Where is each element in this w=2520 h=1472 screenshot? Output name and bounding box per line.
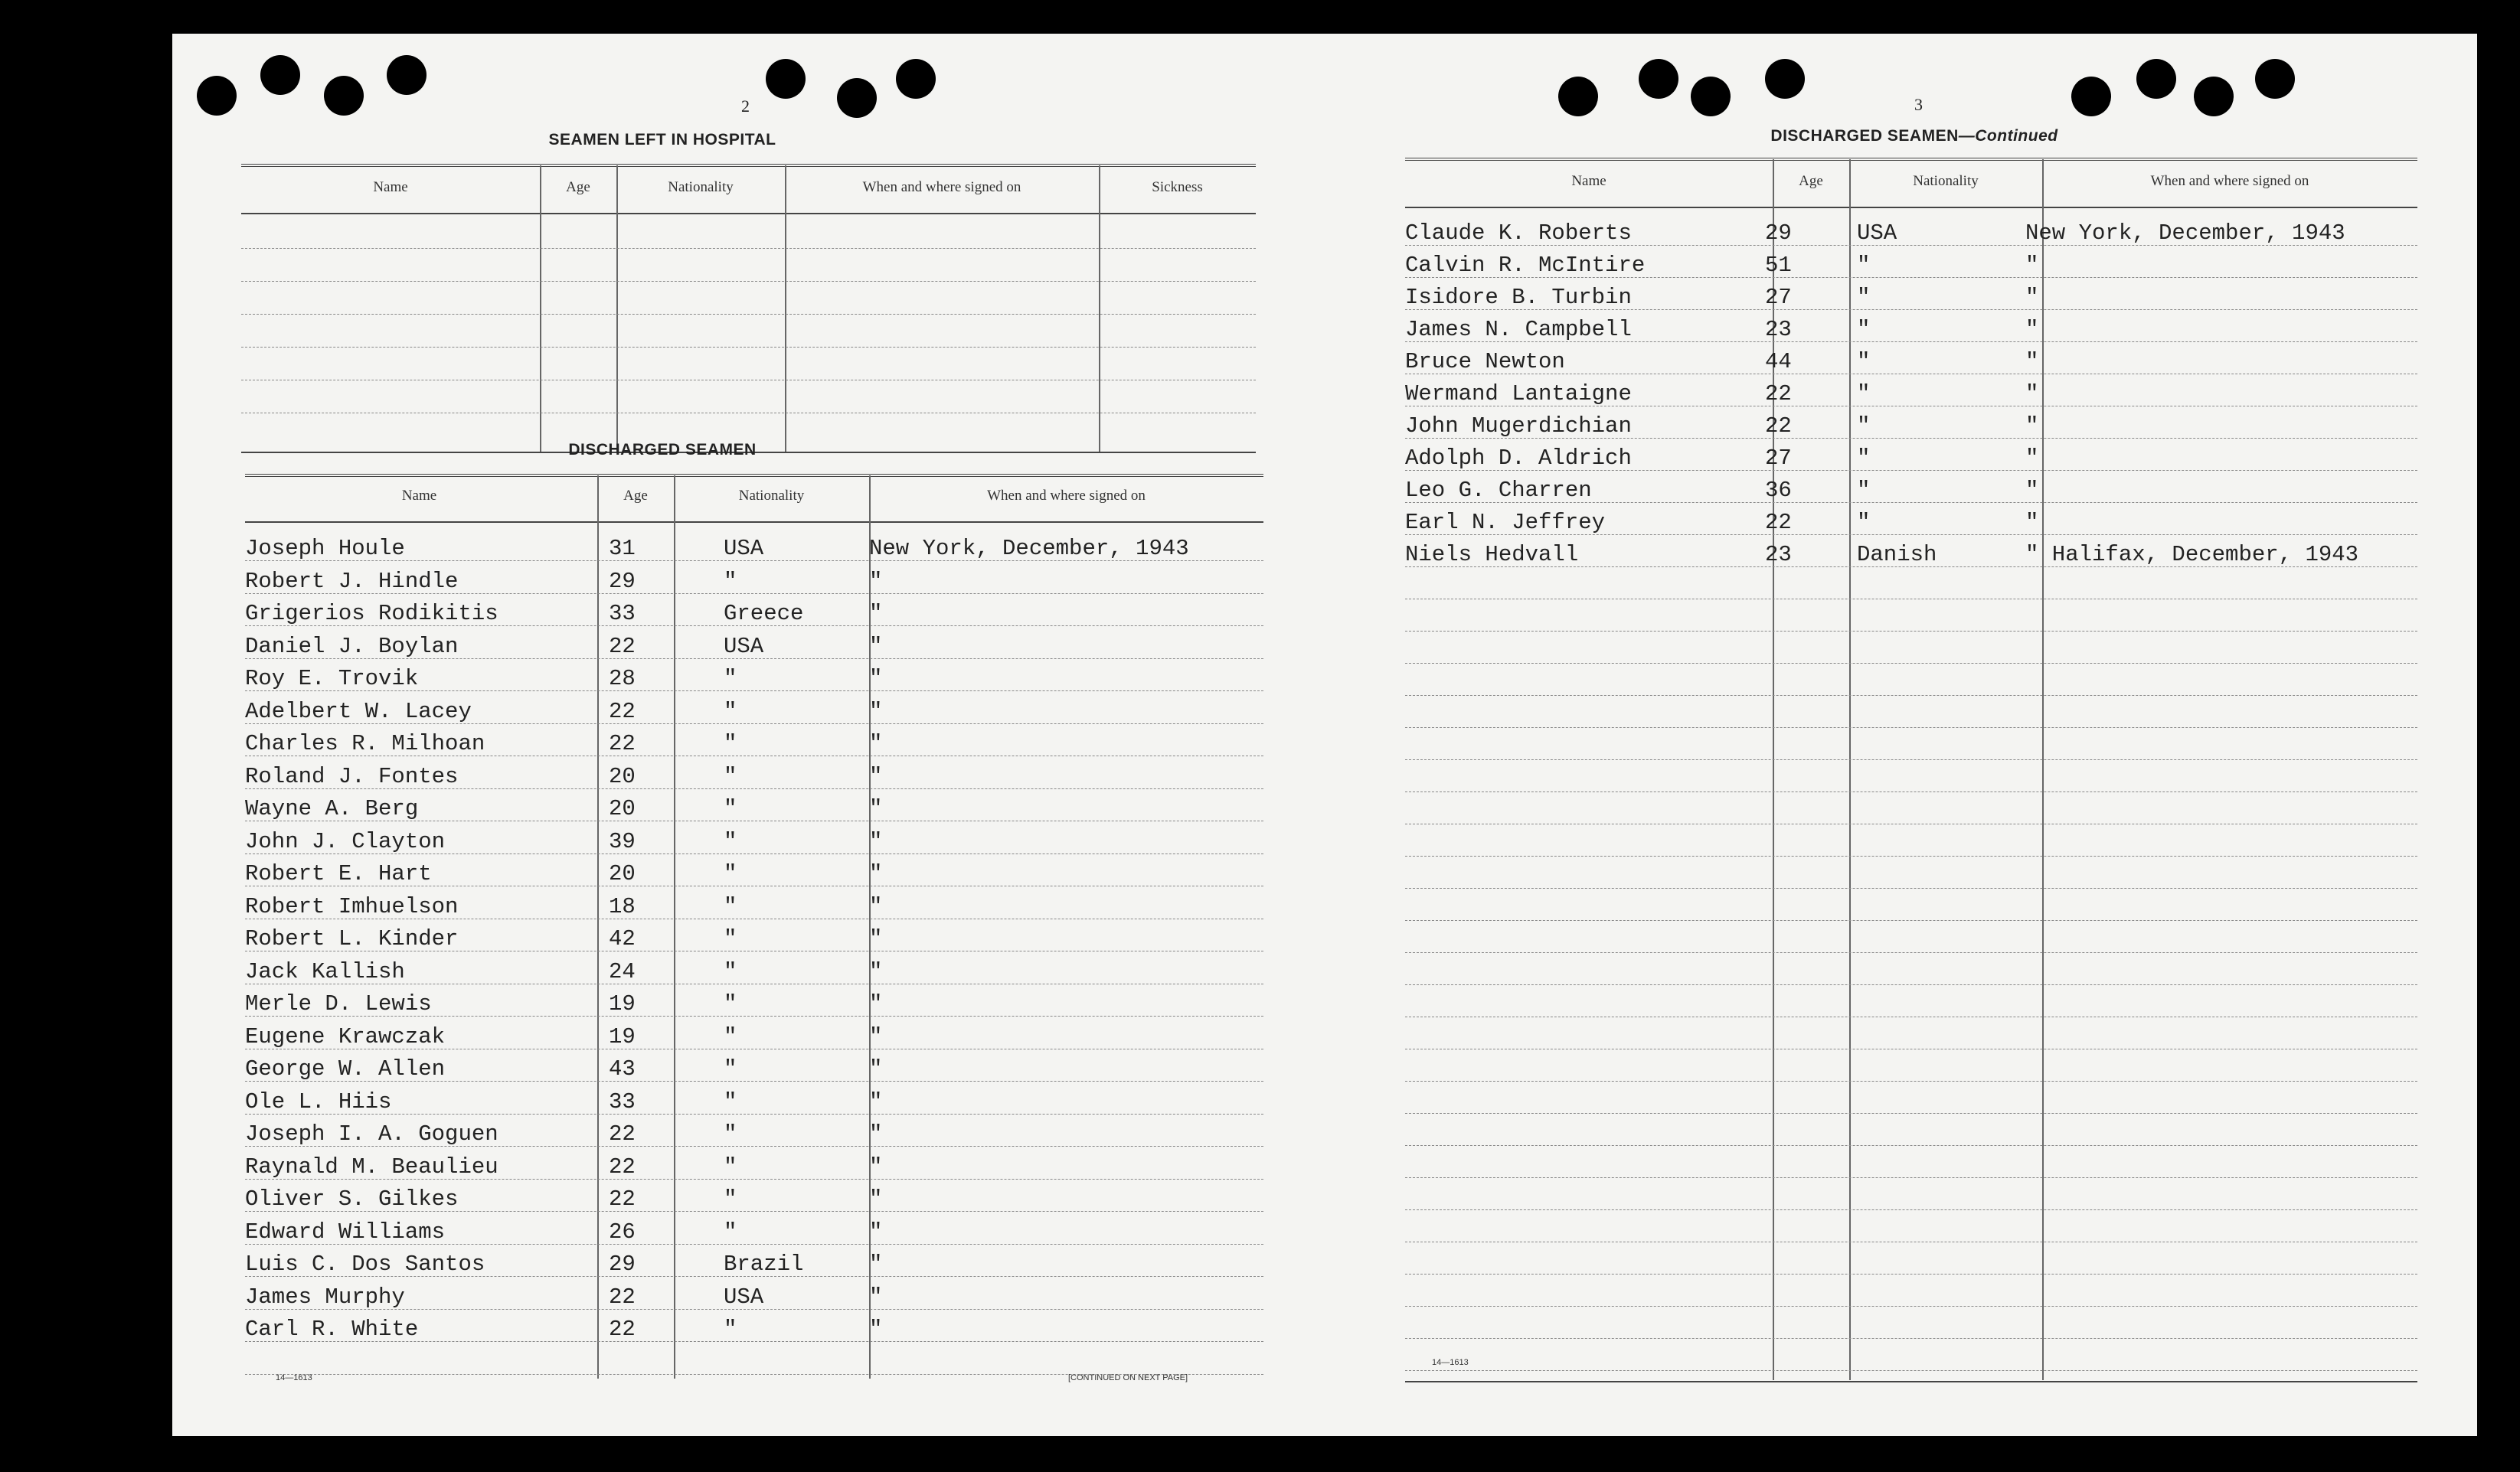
row-age: 19: [609, 991, 636, 1017]
title-text: DISCHARGED SEAMEN: [1770, 127, 1959, 145]
row-age: 23: [1765, 317, 1792, 342]
punch-hole: [260, 55, 300, 95]
row-nationality: ": [724, 1056, 737, 1082]
column-header: Nationality: [738, 488, 805, 504]
row-age: 22: [609, 1154, 636, 1180]
row-nationality: ": [724, 731, 737, 756]
row-name: Calvin R. McIntire: [1405, 253, 1646, 278]
row-signed-on: ": [869, 1219, 883, 1245]
row-nationality: ": [724, 1219, 737, 1245]
row-age: 22: [609, 1121, 636, 1147]
punch-hole: [2255, 59, 2295, 99]
row-nationality: ": [724, 1023, 737, 1049]
row-signed-on: ": [869, 893, 883, 919]
punch-hole: [2071, 77, 2111, 116]
row-signed-on: ": [869, 1317, 883, 1342]
table-row-line: [1405, 1338, 2417, 1339]
row-name: Roy E. Trovik: [245, 666, 419, 691]
row-signed-on: ": [869, 958, 883, 984]
table-row-line: [1405, 1113, 2417, 1114]
row-nationality: ": [724, 861, 737, 886]
row-nationality: ": [1857, 478, 1871, 503]
row-signed-on: ": [869, 698, 883, 724]
row-nationality: ": [1857, 253, 1871, 278]
row-age: 19: [609, 1023, 636, 1049]
row-name: Merle D. Lewis: [245, 991, 432, 1017]
row-signed-on: ": [2025, 478, 2039, 503]
punch-hole: [1691, 77, 1731, 116]
table-row-line: [245, 690, 1263, 691]
row-name: Isidore B. Turbin: [1405, 285, 1632, 310]
row-signed-on: New York, December, 1943: [869, 536, 1189, 561]
form-number: 14—1613: [1432, 1358, 1469, 1367]
table-row-line: [1405, 470, 2417, 471]
row-nationality: USA: [724, 633, 764, 659]
row-name: John J. Clayton: [245, 828, 446, 854]
row-signed-on: ": [869, 1023, 883, 1049]
table-row-line: [1405, 1145, 2417, 1146]
table-row-line: [1405, 502, 2417, 503]
row-signed-on: ": [2025, 285, 2039, 310]
row-nationality: Greece: [724, 601, 804, 626]
table-row-line: [245, 1211, 1263, 1212]
column-header: Name: [401, 488, 437, 504]
row-name: Niels Hedvall: [1405, 542, 1579, 567]
continued-note: [CONTINUED ON NEXT PAGE]: [1068, 1373, 1188, 1382]
row-age: 20: [609, 763, 636, 789]
row-age: 23: [1765, 542, 1792, 567]
table-row-line: [1405, 952, 2417, 953]
table-row-line: [1405, 245, 2417, 246]
table-row-line: [245, 658, 1263, 659]
row-signed-on: ": [2025, 317, 2039, 342]
row-age: 29: [609, 1252, 636, 1277]
row-signed-on: ": [869, 1284, 883, 1310]
table-row-line: [1405, 309, 2417, 310]
row-name: Wermand Lantaigne: [1405, 381, 1632, 406]
row-signed-on: ": [869, 601, 883, 626]
row-signed-on: ": [869, 568, 883, 594]
row-nationality: Danish: [1857, 542, 1937, 567]
punch-hole: [1765, 59, 1805, 99]
row-nationality: ": [1857, 349, 1871, 374]
table-row-line: [1405, 695, 2417, 696]
row-name: Ole L. Hiis: [245, 1088, 392, 1115]
row-signed-on: ": [2025, 510, 2039, 535]
document-sheet: [172, 34, 2477, 1436]
row-nationality: ": [724, 828, 737, 854]
row-age: 43: [609, 1056, 636, 1082]
table-row-line: [245, 723, 1263, 724]
row-name: Joseph I. A. Goguen: [245, 1121, 498, 1147]
row-name: Oliver S. Gilkes: [245, 1186, 459, 1212]
row-signed-on: ": [869, 666, 883, 691]
table-row-line: [1405, 631, 2417, 632]
row-signed-on: ": [869, 1056, 883, 1082]
punch-hole: [2194, 77, 2234, 116]
form-number: 14—1613: [276, 1373, 312, 1382]
row-age: 31: [609, 536, 636, 561]
row-name: Luis C. Dos Santos: [245, 1252, 485, 1277]
table-row-line: [1405, 1274, 2417, 1275]
row-signed-on: ": [2025, 349, 2039, 374]
row-name: James N. Campbell: [1405, 317, 1632, 342]
row-age: 20: [609, 796, 636, 821]
row-age: 39: [609, 828, 636, 854]
punch-hole: [1639, 59, 1678, 99]
row-signed-on: ": [869, 1088, 883, 1115]
row-name: Robert Imhuelson: [245, 893, 459, 919]
row-age: 18: [609, 893, 636, 919]
row-age: 26: [609, 1219, 636, 1245]
punch-hole: [837, 78, 877, 118]
row-age: 22: [609, 698, 636, 724]
row-name: Robert L. Kinder: [245, 926, 459, 951]
table-row-line: [245, 625, 1263, 626]
table-row-line: [1405, 1209, 2417, 1210]
row-name: James Murphy: [245, 1284, 405, 1310]
table-row-line: [1405, 856, 2417, 857]
table-row-line: [1405, 1370, 2417, 1371]
row-name: Earl N. Jeffrey: [1405, 510, 1606, 535]
row-age: 22: [609, 1317, 636, 1342]
row-age: 29: [1765, 220, 1792, 246]
row-signed-on: ": [2025, 446, 2039, 471]
row-nationality: ": [724, 893, 737, 919]
table-row-line: [1405, 663, 2417, 664]
row-name: Claude K. Roberts: [1405, 220, 1632, 246]
table-row-line: [245, 1341, 1263, 1342]
table-row-line: [245, 1179, 1263, 1180]
row-age: 33: [609, 1088, 636, 1115]
row-age: 29: [609, 568, 636, 594]
column-header: Name: [373, 179, 408, 195]
row-nationality: ": [724, 1186, 737, 1212]
row-name: Grigerios Rodikitis: [245, 601, 498, 626]
column-header: Age: [623, 488, 648, 504]
row-nationality: ": [724, 666, 737, 691]
row-signed-on: New York, December, 1943: [2025, 220, 2345, 246]
table-row-line: [1405, 341, 2417, 342]
row-age: 22: [1765, 381, 1792, 406]
row-nationality: ": [724, 1121, 737, 1147]
row-name: George W. Allen: [245, 1056, 446, 1082]
hospital-table-title: SEAMEN LEFT IN HOSPITAL: [548, 131, 776, 149]
table-row-line: [245, 1276, 1263, 1277]
row-nationality: ": [724, 958, 737, 984]
table-row-line: [1405, 984, 2417, 985]
column-header: Name: [1571, 173, 1606, 189]
column-header: Age: [1799, 173, 1823, 189]
column-header: When and where signed on: [2150, 173, 2309, 189]
row-signed-on: ": [869, 926, 883, 951]
punch-hole: [324, 76, 364, 116]
row-nationality: ": [1857, 510, 1871, 535]
row-name: Adolph D. Aldrich: [1405, 446, 1632, 471]
table-row-line: [1405, 791, 2417, 792]
row-name: Bruce Newton: [1405, 349, 1565, 374]
table-row-line: [1405, 1177, 2417, 1178]
row-nationality: ": [724, 991, 737, 1017]
row-age: 22: [1765, 413, 1792, 439]
row-name: Daniel J. Boylan: [245, 633, 459, 659]
column-header: Age: [566, 179, 590, 195]
row-name: Wayne A. Berg: [245, 796, 419, 821]
table-row-line: [1405, 1081, 2417, 1082]
table-row-line: [1405, 438, 2417, 439]
row-name: Joseph Houle: [245, 536, 405, 561]
row-nationality: ": [724, 763, 737, 789]
row-signed-on: ": [869, 796, 883, 821]
row-nationality: USA: [724, 536, 764, 561]
row-age: 24: [609, 958, 636, 984]
row-age: 20: [609, 861, 636, 886]
row-age: 33: [609, 601, 636, 626]
row-name: Jack Kallish: [245, 958, 405, 984]
table-row-line: [1405, 277, 2417, 278]
table-row-line: [1405, 888, 2417, 889]
row-nationality: ": [1857, 381, 1871, 406]
row-signed-on: ": [869, 731, 883, 756]
row-name: Leo G. Charren: [1405, 478, 1592, 503]
row-signed-on: ": [869, 1186, 883, 1212]
row-age: 22: [609, 1186, 636, 1212]
row-age: 22: [609, 1284, 636, 1310]
punch-hole: [766, 59, 806, 99]
row-name: Adelbert W. Lacey: [245, 698, 472, 724]
punch-hole: [896, 59, 936, 99]
row-age: 27: [1765, 285, 1792, 310]
row-signed-on: ": [2025, 253, 2039, 278]
row-age: 22: [1765, 510, 1792, 535]
row-nationality: ": [724, 1317, 737, 1342]
row-name: Charles R. Milhoan: [245, 731, 485, 756]
row-nationality: ": [724, 1088, 737, 1115]
column-header: When and where signed on: [862, 179, 1021, 195]
page-number-right: 3: [1914, 95, 1923, 114]
row-nationality: ": [1857, 317, 1871, 342]
table-row-line: [245, 1081, 1263, 1082]
table-row-line: [245, 788, 1263, 789]
row-name: Roland J. Fontes: [245, 763, 459, 789]
row-name: Eugene Krawczak: [245, 1023, 446, 1049]
row-age: 44: [1765, 349, 1792, 374]
table-row-line: [245, 853, 1263, 854]
row-signed-on: " Halifax, December, 1943: [2025, 542, 2359, 567]
table-row-line: [1405, 759, 2417, 760]
row-age: 36: [1765, 478, 1792, 503]
discharged-continued-title: [1608, 127, 2221, 145]
table-row-line: [245, 593, 1263, 594]
row-nationality: ": [1857, 285, 1871, 310]
column-header: Sickness: [1152, 179, 1203, 195]
discharged-table-title: DISCHARGED SEAMEN: [568, 441, 757, 459]
table-row-line: [1405, 1306, 2417, 1307]
table-row-line: [245, 1244, 1263, 1245]
row-name: Edward Williams: [245, 1219, 446, 1245]
row-nationality: Brazil: [724, 1252, 804, 1277]
column-header: Nationality: [668, 179, 734, 195]
row-nationality: USA: [1857, 220, 1897, 246]
row-nationality: ": [1857, 446, 1871, 471]
row-signed-on: ": [2025, 381, 2039, 406]
row-nationality: USA: [724, 1284, 764, 1310]
table-row-line: [245, 1309, 1263, 1310]
row-age: 51: [1765, 253, 1792, 278]
punch-hole: [197, 76, 237, 116]
row-age: 28: [609, 666, 636, 691]
row-signed-on: ": [869, 1154, 883, 1180]
row-signed-on: ": [869, 1121, 883, 1147]
column-header: When and where signed on: [987, 488, 1146, 504]
row-signed-on: ": [869, 828, 883, 854]
row-signed-on: ": [869, 861, 883, 886]
punch-hole: [1558, 77, 1598, 116]
row-nationality: ": [1857, 413, 1871, 439]
table-row-line: [245, 560, 1263, 561]
row-nationality: ": [724, 698, 737, 724]
row-name: Raynald M. Beaulieu: [245, 1154, 498, 1180]
row-signed-on: ": [869, 991, 883, 1017]
page-number-left: 2: [741, 96, 750, 116]
row-nationality: ": [724, 1154, 737, 1180]
table-row-line: [1405, 727, 2417, 728]
table-row-line: [245, 1114, 1263, 1115]
title-suffix: —Continued: [1958, 127, 2058, 145]
row-name: John Mugerdichian: [1405, 413, 1632, 439]
row-signed-on: ": [869, 763, 883, 789]
row-name: Robert J. Hindle: [245, 568, 459, 594]
table-row-line: [245, 1016, 1263, 1017]
row-age: 42: [609, 926, 636, 951]
row-signed-on: ": [869, 633, 883, 659]
table-row-line: [1405, 920, 2417, 921]
punch-hole: [387, 55, 427, 95]
column-header: Nationality: [1913, 173, 1979, 189]
table-row-line: [1405, 534, 2417, 535]
table-row-line: [245, 1146, 1263, 1147]
row-nationality: ": [724, 796, 737, 821]
row-name: Carl R. White: [245, 1317, 419, 1342]
row-age: 22: [609, 731, 636, 756]
row-signed-on: ": [869, 1252, 883, 1277]
row-nationality: ": [724, 926, 737, 951]
row-name: Robert E. Hart: [245, 861, 432, 886]
table-row-line: [1405, 566, 2417, 567]
row-age: 22: [609, 633, 636, 659]
punch-hole: [2136, 59, 2176, 99]
row-nationality: ": [724, 568, 737, 594]
row-age: 27: [1765, 446, 1792, 471]
row-signed-on: ": [2025, 413, 2039, 439]
